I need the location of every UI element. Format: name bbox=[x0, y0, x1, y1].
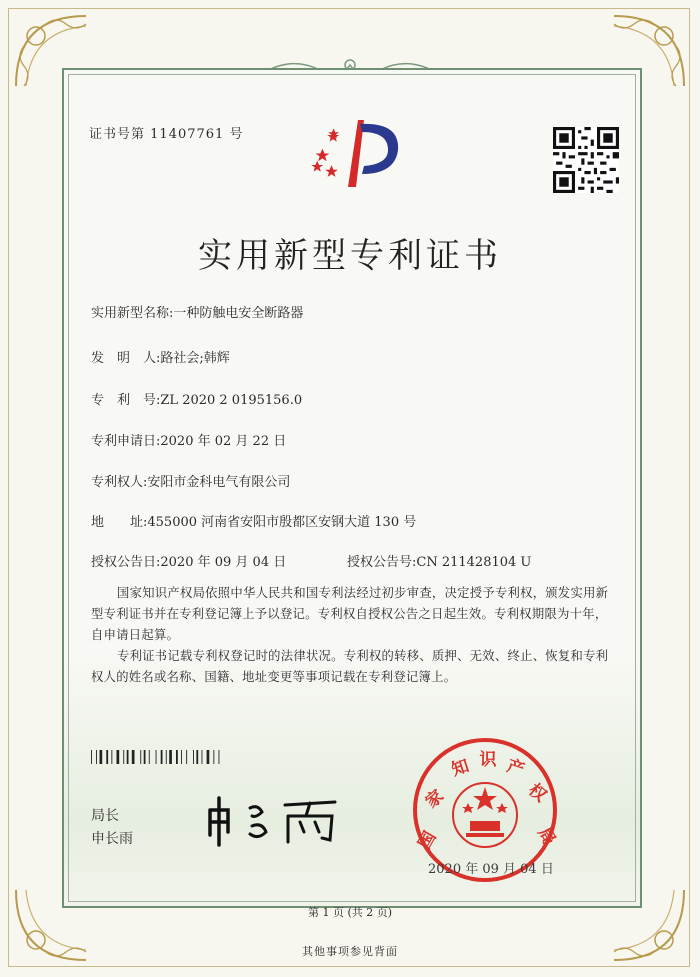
field-address-value: 455000 河南省安阳市殷都区安钢大道 130 号 bbox=[147, 515, 417, 530]
svg-text:家: 家 bbox=[421, 786, 448, 813]
qr-code bbox=[553, 127, 619, 193]
field-apply-date-value: 2020 年 02 月 22 日 bbox=[160, 434, 287, 449]
director-title: 局长 bbox=[91, 808, 119, 824]
field-apply-date-label: 专利申请日: bbox=[91, 434, 161, 449]
field-inventor bbox=[91, 347, 230, 366]
svg-text:知: 知 bbox=[449, 756, 472, 781]
svg-text:识: 识 bbox=[479, 750, 497, 770]
svg-text:产: 产 bbox=[504, 756, 527, 781]
field-address bbox=[91, 511, 416, 530]
field-patent-no-value: ZL 2020 2 0195156.0 bbox=[160, 393, 303, 408]
field-owner-value: 安阳市金科电气有限公司 bbox=[147, 475, 291, 490]
certificate-number bbox=[89, 123, 243, 142]
body-paragraph-2: 专利证书记载专利权登记时的法律状况。专利权的转移、质押、无效、终止、恢复和专利权人的姓名或名称、国籍、地址变更等事项记载在专利登记簿上。 bbox=[91, 649, 609, 684]
director-name: 申长雨 bbox=[91, 831, 133, 847]
field-address-label: 地 址: bbox=[91, 515, 148, 530]
svg-text:局: 局 bbox=[533, 824, 560, 849]
certificate-number-value: 11407761 bbox=[150, 127, 225, 142]
seal-date: 2020 年 09 月 04 日 bbox=[428, 862, 554, 877]
body-paragraph-1: 国家知识产权局依照中华人民共和国专利法经过初步审查，决定授予专利权，颁发实用新型专利证书并在专利登记簿上予以登记。专利权自授权公告之日起生效。专利权期限为十年，自申请日起算。 bbox=[91, 586, 609, 642]
field-inventor-value: 路社会;韩辉 bbox=[160, 351, 230, 366]
field-grant-no bbox=[347, 551, 531, 570]
certificate-number-suffix: 号 bbox=[229, 127, 244, 142]
certificate-title: 实用新型专利证书 bbox=[198, 236, 502, 276]
field-owner bbox=[91, 471, 290, 490]
field-owner-label: 专利权人: bbox=[91, 475, 148, 490]
handwritten-signature bbox=[200, 790, 350, 850]
field-grant-date-label: 授权公告日: bbox=[91, 555, 161, 570]
field-patent-no-label: 专 利 号: bbox=[91, 393, 161, 408]
footer-note: 其他事项参见背面 bbox=[302, 945, 398, 958]
page-number: 第 1 页 (共 2 页) bbox=[307, 906, 393, 919]
field-name bbox=[91, 302, 303, 321]
field-grant-date bbox=[91, 551, 286, 570]
cnipa-logo bbox=[300, 112, 410, 192]
field-name-value: 一种防触电安全断路器 bbox=[173, 306, 304, 321]
svg-text:国: 国 bbox=[414, 828, 441, 853]
field-apply-date bbox=[91, 430, 286, 449]
barcode bbox=[91, 750, 266, 764]
certificate-number-label: 证书号第 bbox=[89, 127, 146, 142]
field-grant-date-value: 2020 年 09 月 04 日 bbox=[160, 555, 287, 570]
field-inventor-label: 发 明 人: bbox=[91, 351, 161, 366]
field-grant-no-label: 授权公告号: bbox=[347, 555, 417, 570]
svg-text:权: 权 bbox=[524, 780, 551, 807]
field-patent-no bbox=[91, 389, 302, 408]
field-name-label: 实用新型名称: bbox=[91, 306, 174, 321]
field-grant-no-value: CN 211428104 U bbox=[416, 555, 532, 570]
